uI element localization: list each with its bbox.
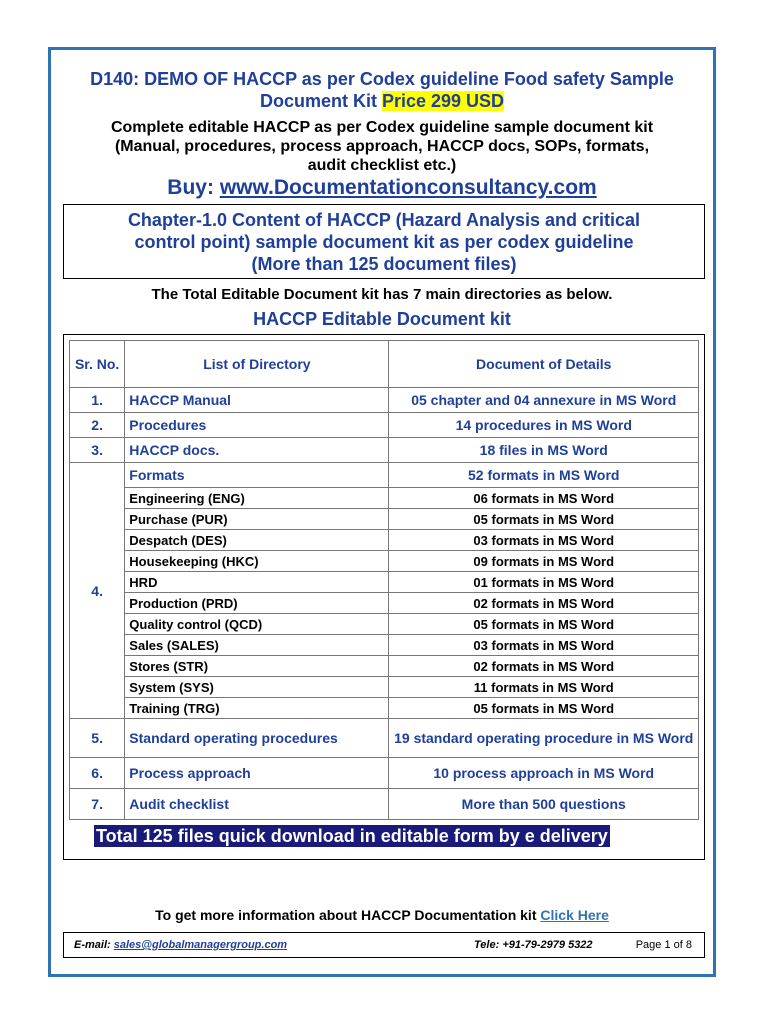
directory-table bbox=[69, 340, 699, 820]
chapter-line: control point) sample document kit as per codex guideline bbox=[134, 232, 634, 252]
chapter-line: Chapter-1.0 Content of HACCP (Hazard Analysis and critical bbox=[127, 210, 641, 230]
row-number: 3. bbox=[70, 438, 125, 463]
table-row-formats bbox=[70, 463, 699, 488]
kit-title: HACCP Editable Document kit bbox=[253, 309, 511, 329]
buy-line bbox=[51, 175, 713, 201]
format-subrow bbox=[70, 488, 699, 509]
table-row bbox=[70, 388, 699, 413]
chapter-box bbox=[63, 204, 705, 279]
format-details: 01 formats in MS Word bbox=[389, 572, 699, 593]
click-here-link[interactable]: Click Here bbox=[540, 907, 609, 923]
format-subrow bbox=[70, 530, 699, 551]
table-row bbox=[70, 789, 699, 820]
format-details: 09 formats in MS Word bbox=[389, 551, 699, 572]
footer-email bbox=[74, 939, 287, 951]
table-row bbox=[70, 413, 699, 438]
format-subrow bbox=[70, 635, 699, 656]
table-row bbox=[70, 719, 699, 758]
page-border bbox=[48, 47, 716, 977]
document-title bbox=[51, 68, 713, 112]
format-subrow bbox=[70, 656, 699, 677]
buy-link[interactable]: www.Documentationconsultancy.com bbox=[219, 176, 597, 199]
format-subrow bbox=[70, 677, 699, 698]
row-details: 10 process approach in MS Word bbox=[389, 758, 699, 789]
info-line bbox=[51, 907, 713, 923]
buy-label: Buy: bbox=[167, 176, 214, 199]
banner-row bbox=[69, 821, 699, 855]
row-directory: Formats bbox=[125, 463, 389, 488]
row-directory: HACCP docs. bbox=[125, 438, 389, 463]
footer bbox=[63, 932, 705, 958]
format-subrow bbox=[70, 593, 699, 614]
format-directory: Quality control (QCD) bbox=[125, 614, 389, 635]
price-highlight: Price 299 USD bbox=[381, 91, 505, 111]
format-details: 05 formats in MS Word bbox=[389, 614, 699, 635]
format-details: 11 formats in MS Word bbox=[389, 677, 699, 698]
row-number: 1. bbox=[70, 388, 125, 413]
format-details: 02 formats in MS Word bbox=[389, 656, 699, 677]
format-directory: System (SYS) bbox=[125, 677, 389, 698]
format-details: 05 formats in MS Word bbox=[389, 509, 699, 530]
row-number: 5. bbox=[70, 719, 125, 758]
row-details: 14 procedures in MS Word bbox=[389, 413, 699, 438]
row-directory: Process approach bbox=[125, 758, 389, 789]
row-number: 7. bbox=[70, 789, 125, 820]
row-details: 19 standard operating procedure in MS Word bbox=[389, 719, 699, 758]
format-details: 06 formats in MS Word bbox=[389, 488, 699, 509]
format-details: 03 formats in MS Word bbox=[389, 530, 699, 551]
format-directory: Production (PRD) bbox=[125, 593, 389, 614]
table-frame bbox=[63, 334, 705, 860]
intro-text: The Total Editable Document kit has 7 main directories as below. bbox=[151, 286, 613, 303]
format-directory: Housekeeping (HKC) bbox=[125, 551, 389, 572]
info-text: To get more information about HACCP Documentation kit bbox=[155, 907, 537, 923]
chapter-line: (More than 125 document files) bbox=[251, 254, 517, 274]
row-number: 4. bbox=[70, 463, 125, 719]
subtitle-line: (Manual, procedures, process approach, HACCP docs, SOPs, formats, bbox=[114, 138, 650, 155]
row-details: 05 chapter and 04 annexure in MS Word bbox=[389, 388, 699, 413]
row-directory: HACCP Manual bbox=[125, 388, 389, 413]
footer-tele bbox=[474, 939, 593, 951]
format-subrow bbox=[70, 551, 699, 572]
row-directory: Standard operating procedures bbox=[125, 719, 389, 758]
header-details: Document of Details bbox=[389, 341, 699, 388]
subtitle-line: audit checklist etc.) bbox=[307, 157, 457, 174]
format-directory: Engineering (ENG) bbox=[125, 488, 389, 509]
header-directory: List of Directory bbox=[125, 341, 389, 388]
format-subrow bbox=[70, 572, 699, 593]
email-label: E-mail: bbox=[74, 939, 111, 951]
subtitle bbox=[51, 118, 713, 175]
tele-number: +91-79-2979 5322 bbox=[502, 939, 593, 951]
table-row bbox=[70, 438, 699, 463]
subtitle-line: Complete editable HACCP as per Codex guideline sample document kit bbox=[110, 119, 654, 136]
format-details: 02 formats in MS Word bbox=[389, 593, 699, 614]
header-sr-no: Sr. No. bbox=[70, 341, 125, 388]
format-directory: HRD bbox=[125, 572, 389, 593]
format-directory: Purchase (PUR) bbox=[125, 509, 389, 530]
table-row bbox=[70, 758, 699, 789]
title-text: D140: DEMO OF HACCP as per Codex guideline Food safety Sample Document Kit bbox=[90, 69, 674, 111]
tele-label: Tele: bbox=[474, 939, 500, 951]
format-directory: Sales (SALES) bbox=[125, 635, 389, 656]
page-number: Page 1 of 8 bbox=[635, 939, 692, 951]
format-details: 03 formats in MS Word bbox=[389, 635, 699, 656]
row-details: More than 500 questions bbox=[389, 789, 699, 820]
format-directory: Training (TRG) bbox=[125, 698, 389, 719]
row-directory: Audit checklist bbox=[125, 789, 389, 820]
format-subrow bbox=[70, 509, 699, 530]
total-files-banner: Total 125 files quick download in editable form by e delivery bbox=[96, 826, 608, 846]
format-directory: Stores (STR) bbox=[125, 656, 389, 677]
row-details: 18 files in MS Word bbox=[389, 438, 699, 463]
row-details: 52 formats in MS Word bbox=[389, 463, 699, 488]
row-number: 2. bbox=[70, 413, 125, 438]
row-directory: Procedures bbox=[125, 413, 389, 438]
format-details: 05 formats in MS Word bbox=[389, 698, 699, 719]
email-link[interactable]: sales@globalmanagergroup.com bbox=[113, 939, 288, 951]
format-subrow bbox=[70, 698, 699, 719]
format-directory: Despatch (DES) bbox=[125, 530, 389, 551]
format-subrow bbox=[70, 614, 699, 635]
row-number: 6. bbox=[70, 758, 125, 789]
